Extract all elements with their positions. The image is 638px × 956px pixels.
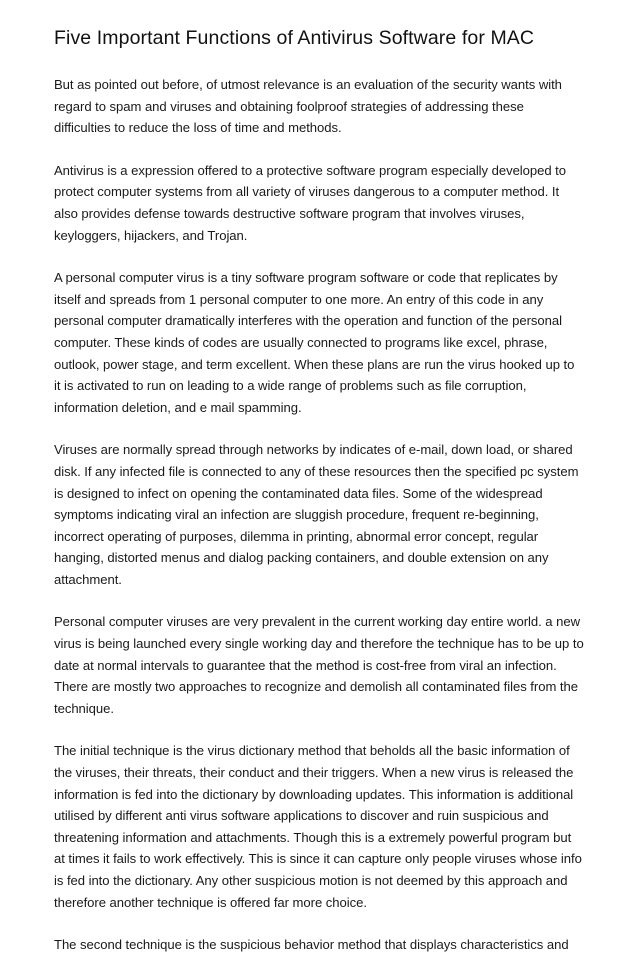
paragraph-4: Viruses are normally spread through networks by indicates of e-mail, down load, or shared disk. If any infected file is connected to any of these resources then the specified pc system is designed to infect on opening the contaminated data files. Some of the widespread symptoms indicating viral an infection are sluggish procedure, frequent re-beginning, incorrect operating of purposes, dilemma in printing, abnormal error concept, regular hanging, distorted menus and dialog packing containers, and double extension on any attachment. — [54, 442, 579, 587]
paragraph-2: Antivirus is a expression offered to a protective software program especially developed to protect computer systems from all variety of viruses dangerous to a computer method. It also provides defense towards destructive software program that involves viruses, keyloggers, hijackers, and Trojan. — [54, 162, 567, 243]
paragraph-3: A personal computer virus is a tiny software program software or code that replicates by itself and spreads from 1 personal computer to one more. An entry of this code in any personal computer dramatically interferes with the operation and function of the personal computer. These kinds of codes are usually connected to programs like excel, phrase, outlook, power stage, and term excellent. When these plans are run the virus hooked up to it is activated to run on leading to a wide range of problems such as file corruption, information deletion, and e mail spamming. — [54, 270, 575, 415]
paragraph-5: Personal computer viruses are very prevalent in the current working day entire world. a new virus is being launched every single working day and therefore the technique has to be up to date at normal intervals to guarantee that the method is cost-free from viral an infection. There are mostly two approaches to recognize and demolish all contaminated files from the technique. — [54, 614, 584, 716]
page-title: Five Important Functions of Antivirus Software for MAC — [54, 27, 535, 49]
paragraph-1: But as pointed out before, of utmost relevance is an evaluation of the security wants with regard to spam and viruses and obtaining foolproof strategies of addressing these difficulties to reduce the loss of time and methods. — [54, 77, 562, 136]
paragraph-6: The initial technique is the virus dictionary method that beholds all the basic information of the viruses, their threats, their conduct and their triggers. When a new virus is released the information is fed into the dictionary by downloading updates. This information is additional utilised by different anti virus software applications to discover and ruin suspicious and threatening information and attachments. Though this is a extremely powerful program but at times it fails to work effectively. This is since it can capture only people viruses whose info is fed into the dictionary. Any other suspicious motion is not deemed by this approach and therefore another technique is offered far more choice. — [54, 743, 582, 910]
paragraph-7: The second technique is the suspicious behavior method that displays characteristics and — [54, 937, 569, 953]
